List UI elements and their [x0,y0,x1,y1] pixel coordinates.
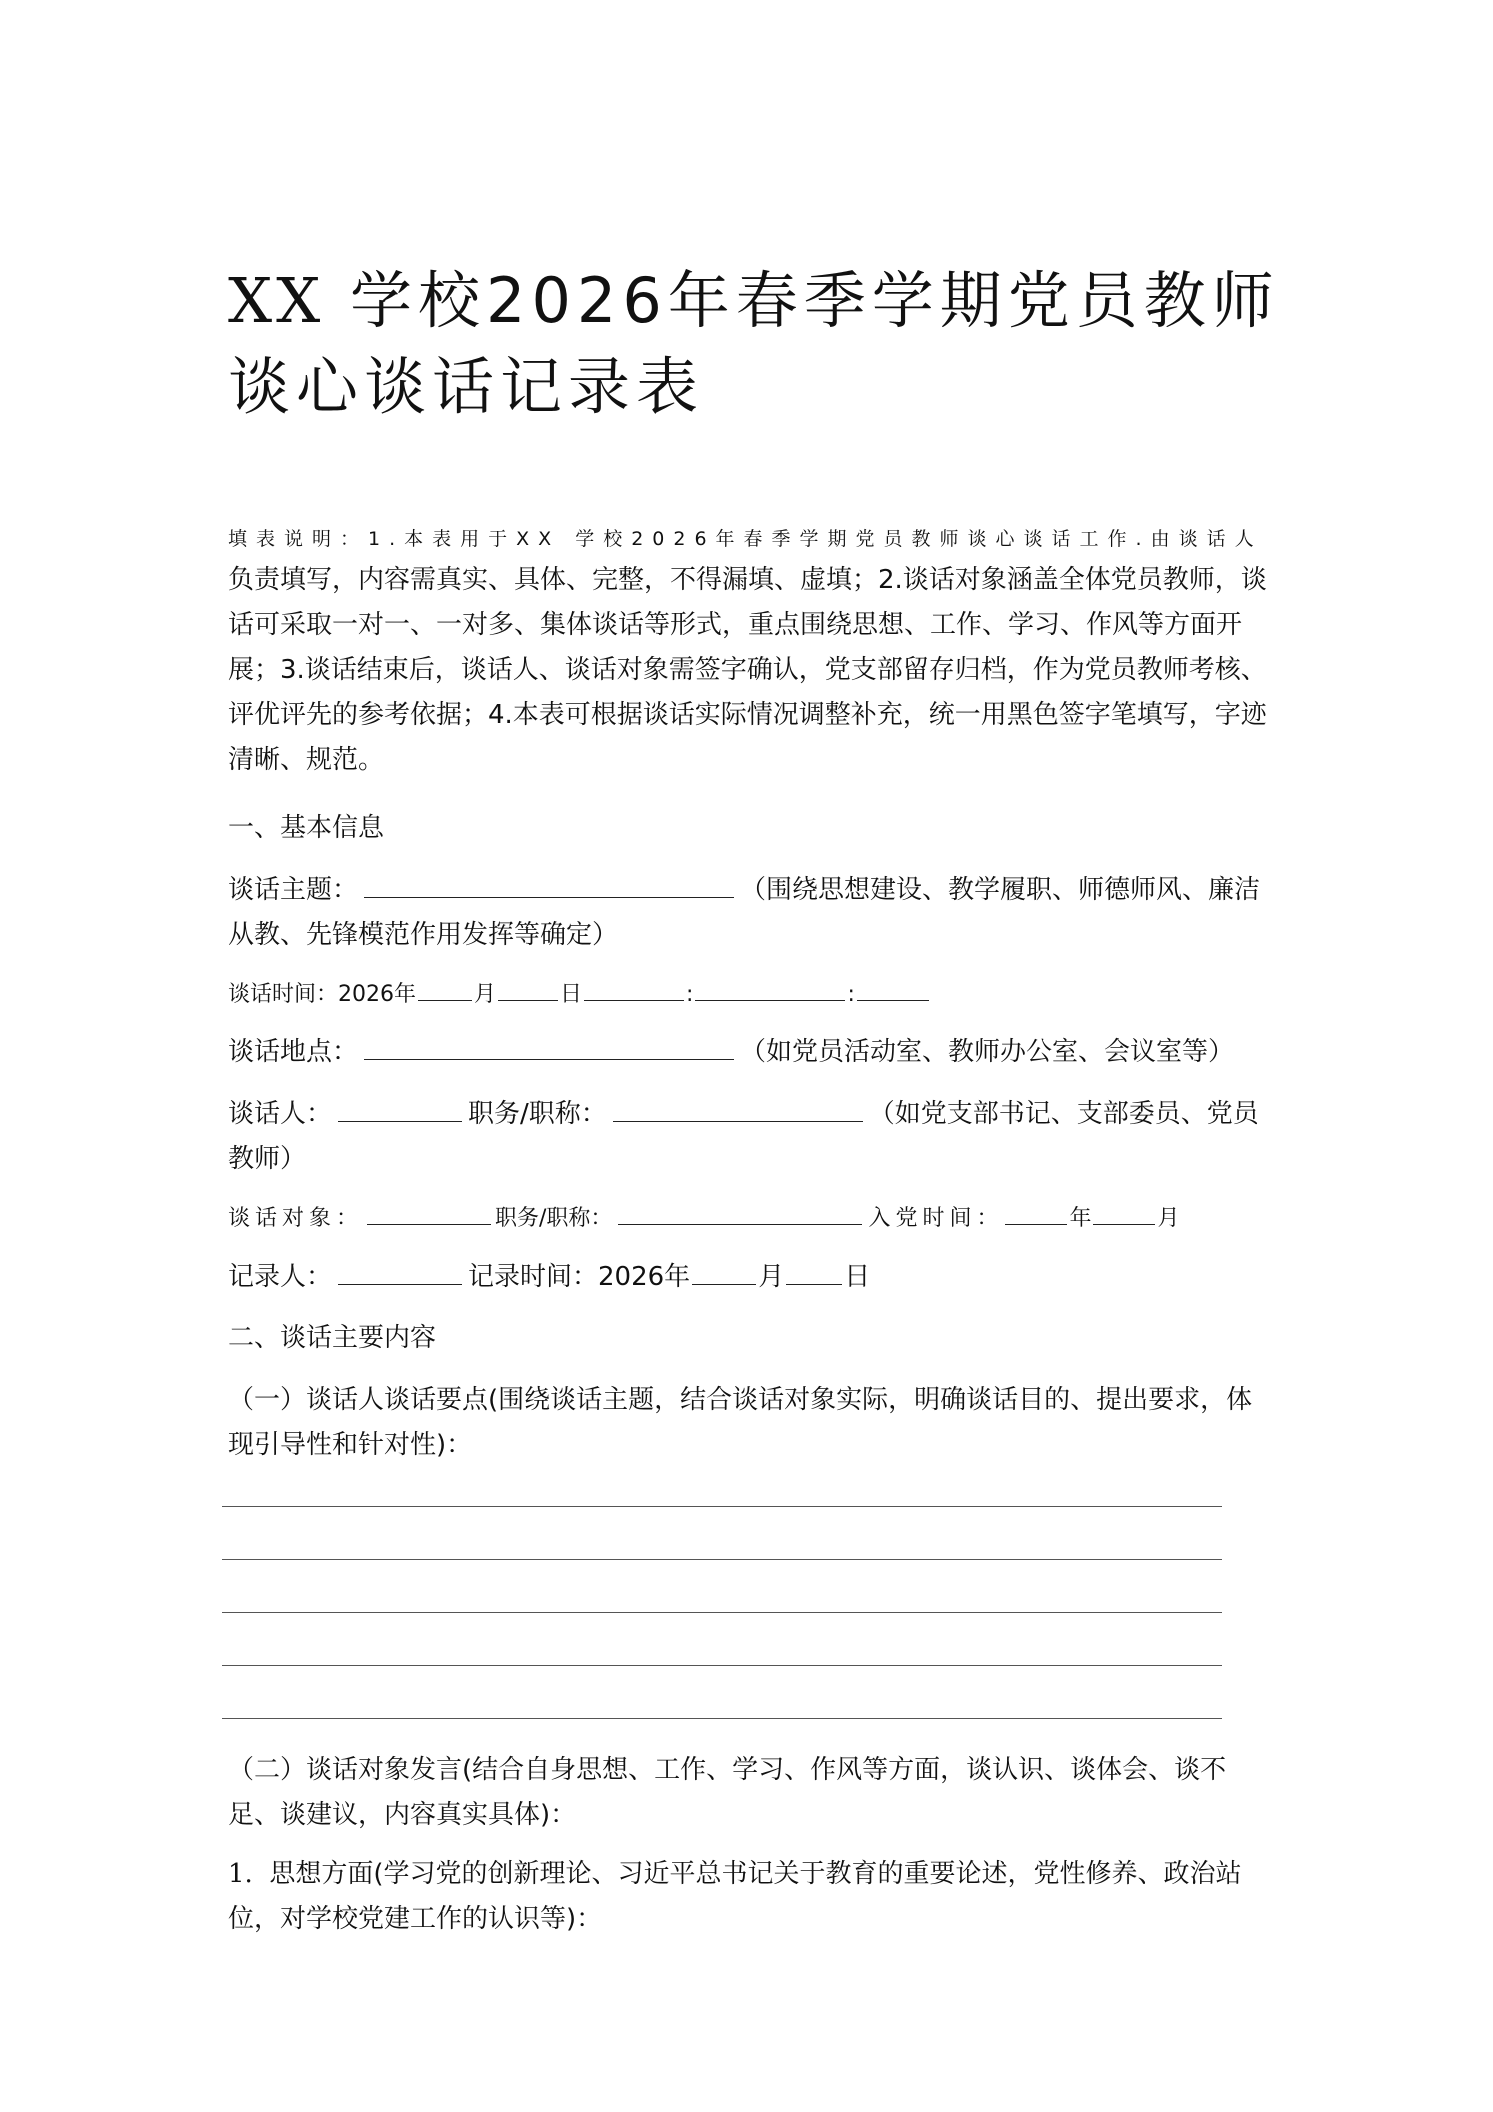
join-month-label: 月 [1157,1206,1180,1231]
target-title-label: 职务/职称： [495,1206,613,1231]
time-row [228,972,1268,1017]
time-month-field[interactable] [418,972,472,1001]
join-month-field[interactable] [1093,1196,1155,1225]
join-year-label: 年 [1069,1206,1092,1231]
title-school-code: XX [228,264,325,337]
time-colon-1: : [686,982,694,1007]
write-line-5[interactable] [222,1718,1222,1719]
target-title-field[interactable] [618,1196,862,1225]
topic-label: 谈话主题： [228,875,359,905]
section-basic-info-heading: 一、基本信息 [228,813,385,843]
join-year-field[interactable] [1005,1196,1067,1225]
target-row [228,1196,1268,1241]
time-day-field[interactable] [498,972,558,1001]
topic-hint: （围绕思想建设、教学履职、师德师风、廉洁从教、先锋模范作用发挥等确定） [228,875,1261,950]
time-minute-field[interactable] [695,972,845,1001]
ideology-item-text: 思想方面(学习党的创新理论、习近平总书记关于教育的重要论述，党性修养、政治站位，对学校党建工作的认识等)： [228,1859,1242,1934]
time-second-field[interactable] [857,972,929,1001]
write-line-1[interactable] [222,1506,1222,1507]
page-title [228,258,1328,430]
time-hour-field[interactable] [584,972,684,1001]
record-month-field[interactable] [692,1256,756,1285]
talker-label: 谈话人： [228,1099,333,1129]
record-time-label: 记录时间：2026年 [468,1262,691,1292]
time-month-label: 月 [474,982,497,1007]
recorder-row [228,1255,1268,1300]
place-row [228,1030,1268,1075]
place-label: 谈话地点： [228,1037,359,1067]
talker-row [228,1092,1268,1182]
time-label: 谈话时间：2026年 [228,982,416,1007]
title-line-2: 谈心谈话记录表 [228,350,705,423]
topic-field[interactable] [364,869,734,898]
talker-points-heading: （一）谈话人谈话要点(围绕谈话主题，结合谈话对象实际，明确谈话目的、提出要求，体现引导性和针对性)： [228,1385,1253,1460]
section-content-heading: 二、谈话主要内容 [228,1323,437,1353]
fill-instructions [228,522,1268,783]
talker-title-field[interactable] [613,1093,863,1122]
instructions-first-line: 填表说明：1.本表用于XX 学校2026年春季学期党员教师谈心谈话工作.由谈话人 [228,528,1263,550]
instructions-body: 负责填写，内容需真实、具体、完整，不得漏填、虚填；2.谈话对象涵盖全体党员教师，谈话可采取一对一、一对多、集体谈话等形式，重点围绕思想、工作、学习、作风等方面开展；3.谈话结束后，谈话人、谈话对象需签字确认，党支部留存归档，作为党员教师考核、评优评先的参考依据；4.本表可根据谈话实际情况调整补充，统一用黑色签字笔填写，字迹清晰、规范。 [228,565,1267,775]
talker-field[interactable] [338,1093,462,1122]
title-line-1 [228,258,1328,344]
talker-title-label: 职务/职称： [468,1099,607,1129]
target-field[interactable] [367,1196,491,1225]
write-line-4[interactable] [222,1665,1222,1666]
time-colon-2: : [847,982,855,1007]
place-hint: （如党员活动室、教师办公室、会议室等） [740,1037,1235,1067]
recorder-field[interactable] [338,1256,462,1285]
target-statement-heading: （二）谈话对象发言(结合自身思想、工作、学习、作风等方面，谈认识、谈体会、谈不足、谈建议，内容真实具体)： [228,1755,1227,1830]
talker-hint: （如党支部书记、支部委员、党员教师） [228,1099,1259,1174]
join-time-label: 入党时间： [868,1206,1004,1231]
recorder-label: 记录人： [228,1262,333,1292]
place-field[interactable] [364,1031,734,1060]
time-day-label: 日 [560,982,583,1007]
ideology-item [228,1852,1268,1942]
record-day-label: 日 [844,1262,871,1292]
write-line-2[interactable] [222,1559,1222,1560]
topic-row [228,868,1268,958]
target-label: 谈话对象： [228,1206,364,1231]
record-month-label: 月 [758,1262,785,1292]
write-line-3[interactable] [222,1612,1222,1613]
title-main: 学校2026年春季学期党员教师 [350,264,1280,337]
ideology-item-number: 1. [228,1859,253,1889]
record-day-field[interactable] [786,1256,842,1285]
